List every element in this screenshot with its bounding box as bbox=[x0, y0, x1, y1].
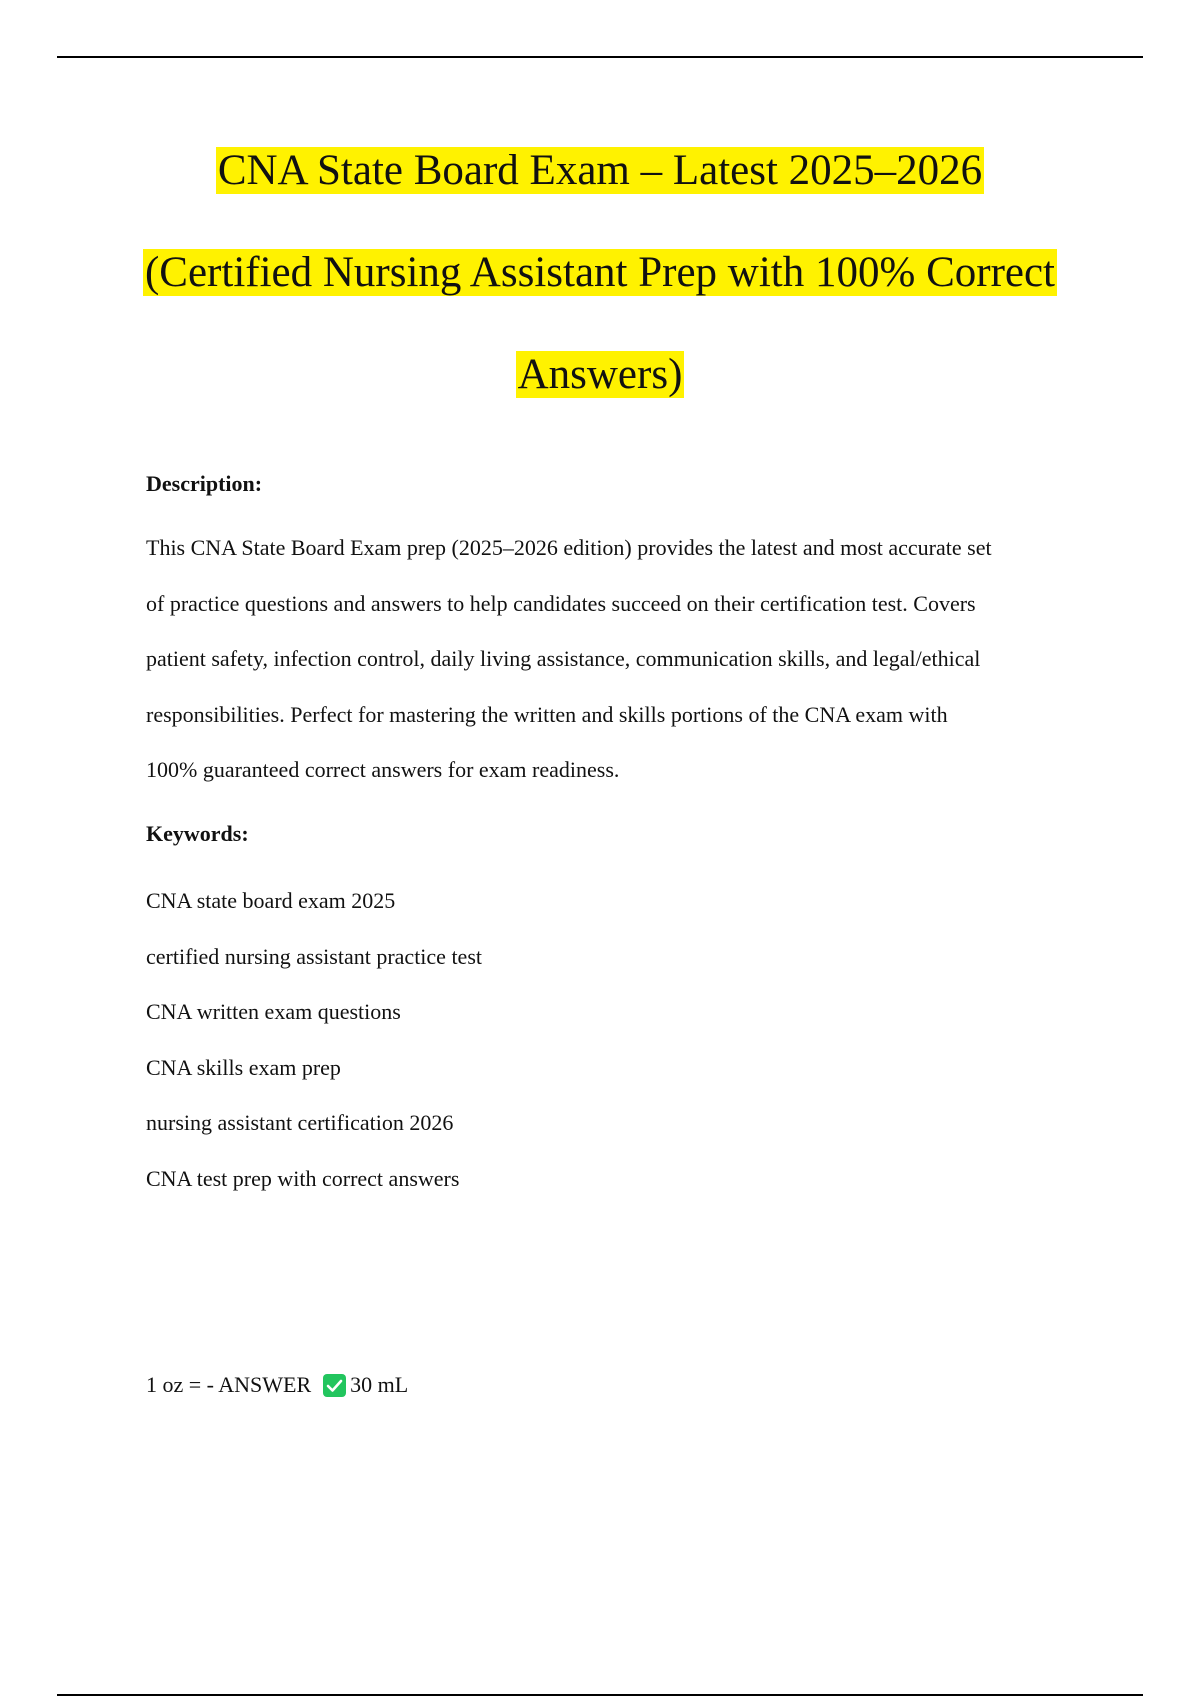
top-rule bbox=[57, 56, 1143, 58]
description-line: responsibilities. Perfect for mastering the written and skills portions of the CNA exam with bbox=[146, 701, 948, 727]
keyword-item: CNA written exam questions bbox=[146, 999, 401, 1024]
bottom-rule bbox=[57, 1694, 1143, 1696]
check-mark-icon bbox=[323, 1374, 346, 1397]
keyword-item: nursing assistant certification 2026 bbox=[146, 1110, 454, 1135]
title-highlight-3: Answers) bbox=[517, 351, 683, 398]
keyword-item: CNA skills exam prep bbox=[146, 1054, 341, 1080]
description-line: patient safety, infection control, daily living assistance, communication skills, and legal/ethical bbox=[146, 646, 981, 671]
title-highlight-2: (Certified Nursing Assistant Prep with 100% Correct bbox=[144, 249, 1056, 296]
description-label: Description: bbox=[146, 471, 263, 496]
title-line-1 bbox=[0, 144, 1200, 198]
description-line: of practice questions and answers to help candidates succeed on their certification test. Covers bbox=[146, 590, 976, 616]
answer-text: 30 mL bbox=[350, 1372, 409, 1397]
keywords-list bbox=[146, 873, 482, 1206]
description-text bbox=[146, 520, 1096, 798]
description-line: This CNA State Board Exam prep (2025–2026 edition) provides the latest and most accurate set bbox=[146, 535, 992, 560]
keyword-item: CNA test prep with correct answers bbox=[146, 1165, 460, 1191]
keywords-label: Keywords: bbox=[146, 821, 249, 846]
title-line-3 bbox=[0, 348, 1200, 402]
question-text: 1 oz = - ANSWER bbox=[146, 1372, 312, 1397]
keyword-item: CNA state board exam 2025 bbox=[146, 888, 396, 913]
title-highlight-1: CNA State Board Exam – Latest 2025–2026 bbox=[217, 147, 983, 194]
description-line: 100% guaranteed correct answers for exam readiness. bbox=[146, 757, 620, 782]
keyword-item: certified nursing assistant practice test bbox=[146, 943, 482, 969]
question-answer bbox=[146, 1370, 408, 1400]
title-line-2 bbox=[0, 246, 1200, 300]
